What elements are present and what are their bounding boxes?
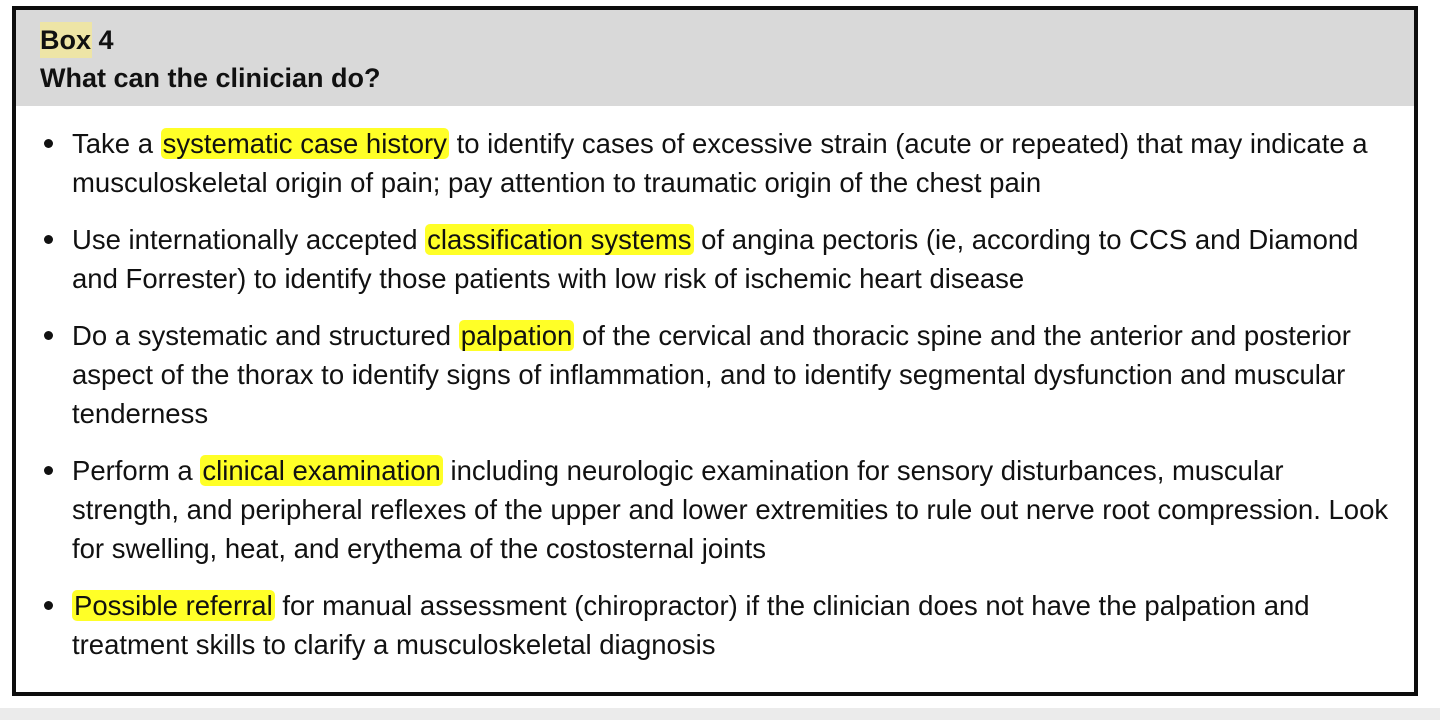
box-title: What can the clinician do? — [40, 63, 381, 93]
item-text-before: Perform a — [72, 455, 201, 486]
bullet-icon — [44, 139, 53, 148]
highlighted-term: classification systems — [427, 224, 692, 255]
highlighted-term: systematic case history — [162, 128, 447, 159]
item-text-after: of the cervical and thoracic spine and the anterior and posterior aspect of the thorax to identify signs of inflammation, and to identify segmental dysfunction and muscular tenderness — [72, 320, 1351, 429]
highlighted-term: palpation — [460, 320, 573, 351]
highlighted-term: clinical examination — [202, 455, 441, 486]
list-item-referral — [40, 586, 1396, 664]
bullet-icon — [44, 331, 53, 340]
box-header — [16, 10, 1414, 106]
item-text-after: including neurologic examination for sensory disturbances, muscular strength, and peripheral reflexes of the upper and lower extremities to rule out nerve root compression. Look for swelling, heat, and erythema of the costosternal joints — [72, 455, 1389, 564]
list-item-classification — [40, 220, 1396, 298]
list-item-palpation — [40, 316, 1396, 433]
list-item-case-history — [40, 124, 1396, 202]
bullet-icon — [44, 601, 53, 610]
bottom-strip — [0, 708, 1440, 720]
item-text-after: of angina pectoris (ie, according to CCS and Diamond and Forrester) to identify those patients with low risk of ischemic heart disease — [72, 224, 1359, 294]
list-item-clinical-examination — [40, 451, 1396, 568]
highlighted-term: Possible referral — [74, 590, 273, 621]
bullet-icon — [44, 466, 53, 475]
item-text-before: Do a systematic and structured — [72, 320, 459, 351]
item-text-after: for manual assessment (chiropractor) if the clinician does not have the palpation and treatment skills to clarify a musculoskeletal diagnosis — [72, 590, 1310, 660]
box-4-panel — [12, 6, 1418, 696]
item-text-before: Take a — [72, 128, 161, 159]
recommendation-list — [16, 106, 1414, 664]
item-text-after: to identify cases of excessive strain (acute or repeated) that may indicate a musculoskeletal origin of pain; pay attention to traumatic origin of the chest pain — [72, 128, 1368, 198]
item-text-before: Use internationally accepted — [72, 224, 426, 255]
box-label: Box 4 — [40, 22, 1414, 58]
bullet-icon — [44, 235, 53, 244]
